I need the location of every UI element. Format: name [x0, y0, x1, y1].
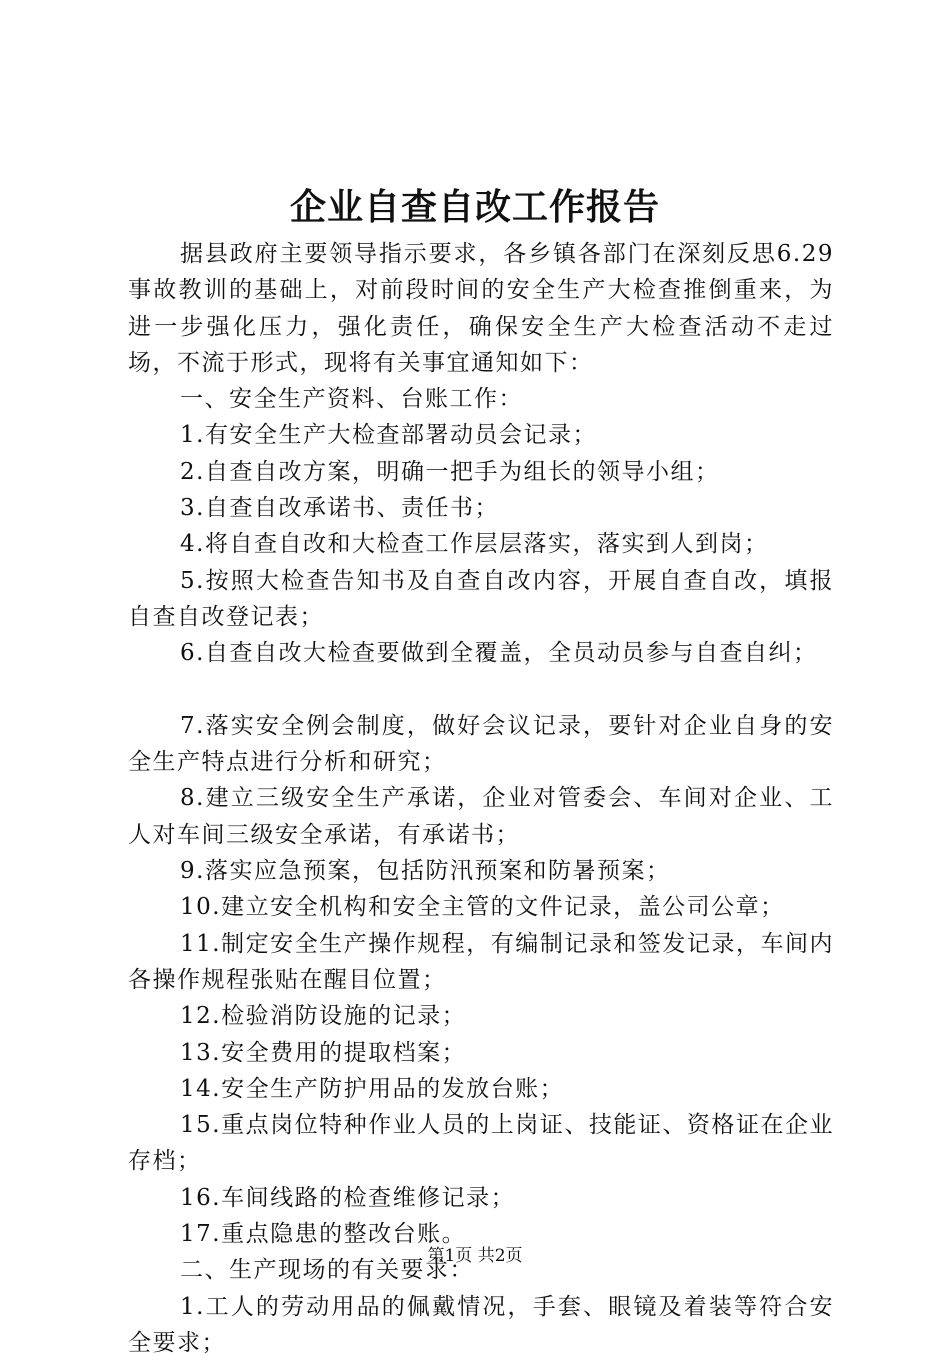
- list-item: 7.落实安全例会制度，做好会议记录，要针对企业自身的安全生产特点进行分析和研究；: [128, 712, 834, 776]
- list-item: 3.自查自改承诺书、责任书；: [180, 495, 499, 522]
- list-item: 16.车间线路的检查维修记录；: [180, 1184, 516, 1211]
- list-item: 14.安全生产防护用品的发放台账；: [180, 1075, 565, 1102]
- section-heading-2: 二、生产现场的有关要求：: [180, 1257, 474, 1284]
- list-item: 17.重点隐患的整改台账。: [180, 1221, 467, 1248]
- blank-line: [128, 672, 834, 708]
- list-item: 6.自查自改大检查要做到全覆盖，全员动员参与自查自纠；: [180, 640, 818, 667]
- page-footer: 第1页 共2页: [427, 1246, 523, 1266]
- intro-paragraph: 据县政府主要领导指示要求，各乡镇各部门在深刻反思6.29事故教训的基础上，对前段时间的安全生产大检查推倒重来，为进一步强化压力，强化责任，确保安全生产大检查活动不走过场，不流于形式，现将有关事宜通知如下：: [128, 241, 834, 376]
- list-item: 4.将自查自改和大检查工作层层落实，落实到人到岗；: [180, 531, 769, 558]
- section-heading-1: 一、安全生产资料、台账工作：: [180, 386, 523, 413]
- document-title: 企业自查自改工作报告: [289, 187, 660, 228]
- list-item: 1.工人的劳动用品的佩戴情况，手套、眼镜及着装等符合安全要求；: [128, 1293, 834, 1356]
- list-item: 10.建立安全机构和安全主管的文件记录，盖公司公章；: [180, 894, 785, 921]
- list-item: 9.落实应急预案，包括防汛预案和防暑预案；: [180, 858, 671, 885]
- list-item: 5.按照大检查告知书及自查自改内容，开展自查自改，填报自查自改登记表；: [128, 567, 834, 630]
- list-item: 8.建立三级安全生产承诺，企业对管委会、车间对企业、工人对车间三级安全承诺，有承诺书；: [128, 785, 834, 848]
- list-item: 13.安全费用的提取档案；: [180, 1039, 467, 1066]
- list-item: 15.重点岗位特种作业人员的上岗证、技能证、资格证在企业存档；: [128, 1112, 834, 1175]
- list-item: 2.自查自改方案，明确一把手为组长的领导小组；: [180, 458, 720, 485]
- document-body: [128, 236, 834, 1361]
- list-item: 1.有安全生产大检查部署动员会记录；: [180, 422, 597, 449]
- list-item: 11.制定安全生产操作规程，有编制记录和签发记录，车间内各操作规程张贴在醒目位置；: [128, 930, 834, 993]
- list-item: 12.检验消防设施的记录；: [180, 1003, 467, 1030]
